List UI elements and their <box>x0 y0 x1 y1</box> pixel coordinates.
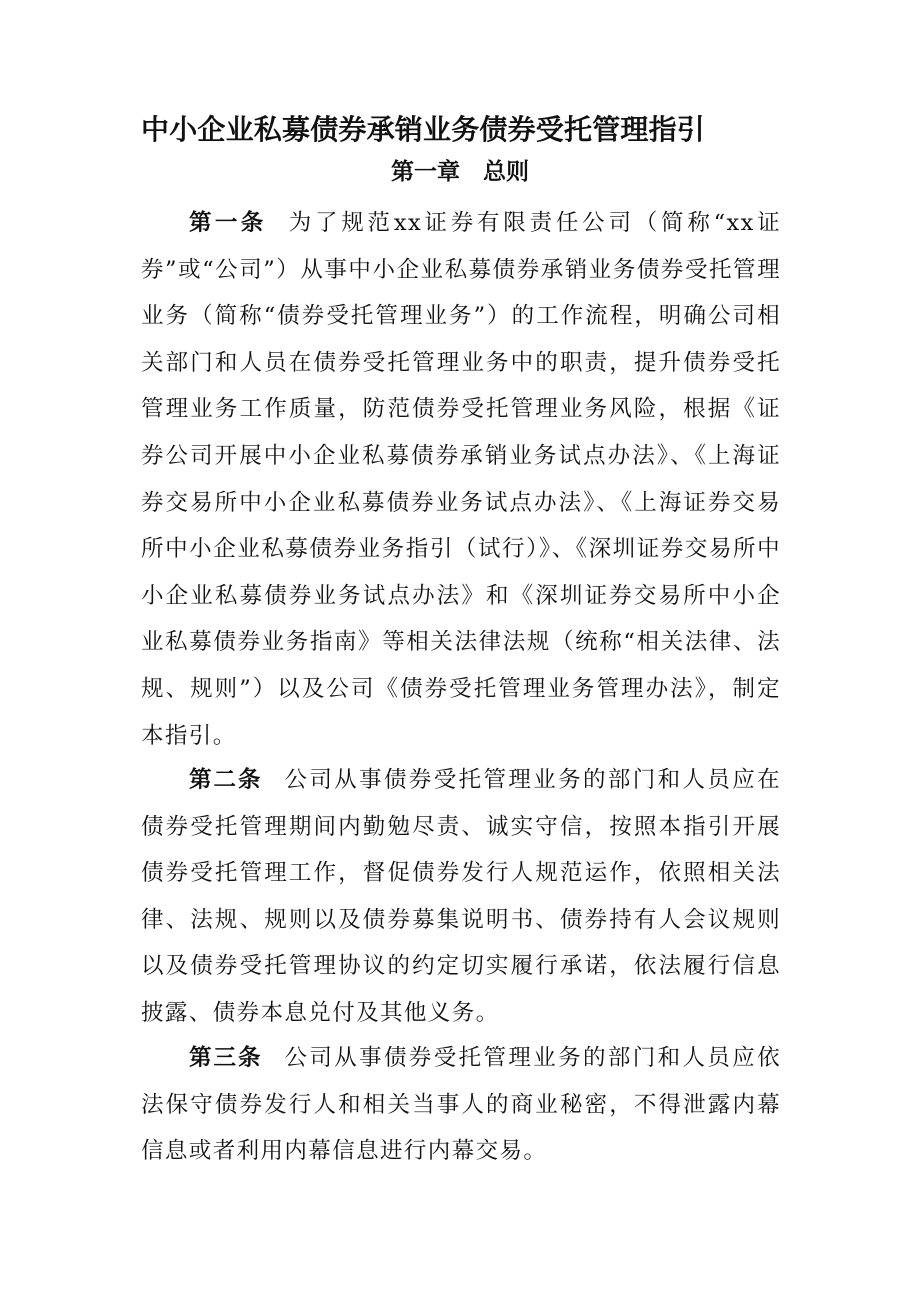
article-paragraph <box>141 1035 781 1175</box>
chapter-heading: 第一章 总则 <box>391 159 529 185</box>
article-label: 第二条 <box>189 767 263 793</box>
article-label: 第一条 <box>189 210 267 236</box>
article-text: 公司从事债券受托管理业务的部门和人员应依法保守债券发行人和相关当事人的商业秘密，不得泄露内幕信息或者利用内幕信息进行内幕交易。 <box>141 1045 781 1165</box>
document-title: 中小企业私募债券承销业务债券受托管理指引 <box>141 113 706 146</box>
article-text: 为了规范xx证券有限责任公司（简称“xx证券”或“公司”）从事中小企业私募债券承销业务债券受托管理业务（简称“债券受托管理业务”）的工作流程，明确公司相关部门和人员在债券受托管理业务中的职责，提升债券受托管理业务工作质量，防范债券受托管理业务风险，根据《证券公司开展中小企业私募债券承销业务试点办法》、《上海证券交易所中小企业私募债券业务试点办法》、《上海证券交易所中小企业私募债券业务指引（试行）》、《深圳证券交易所中小企业私募债券业务试点办法》和《深圳证券交易所中小企业私募债券业务指南》等相关法律法规（统称“相关法律、法规、规则”）以及公司《债券受托管理业务管理办法》，制定本指引。 <box>141 210 781 749</box>
article-text: 公司从事债券受托管理业务的部门和人员应在债券受托管理期间内勤勉尽责、诚实守信，按照本指引开展债券受托管理工作，督促债券发行人规范运作，依照相关法律、法规、规则以及债券募集说明书、债券持有人会议规则以及债券受托管理协议的约定切实履行承诺，依法履行信息披露、债券本息兑付及其他义务。 <box>141 767 781 1026</box>
article-paragraph <box>141 757 781 1037</box>
article-label: 第三条 <box>189 1045 263 1071</box>
article-paragraph <box>141 200 781 759</box>
